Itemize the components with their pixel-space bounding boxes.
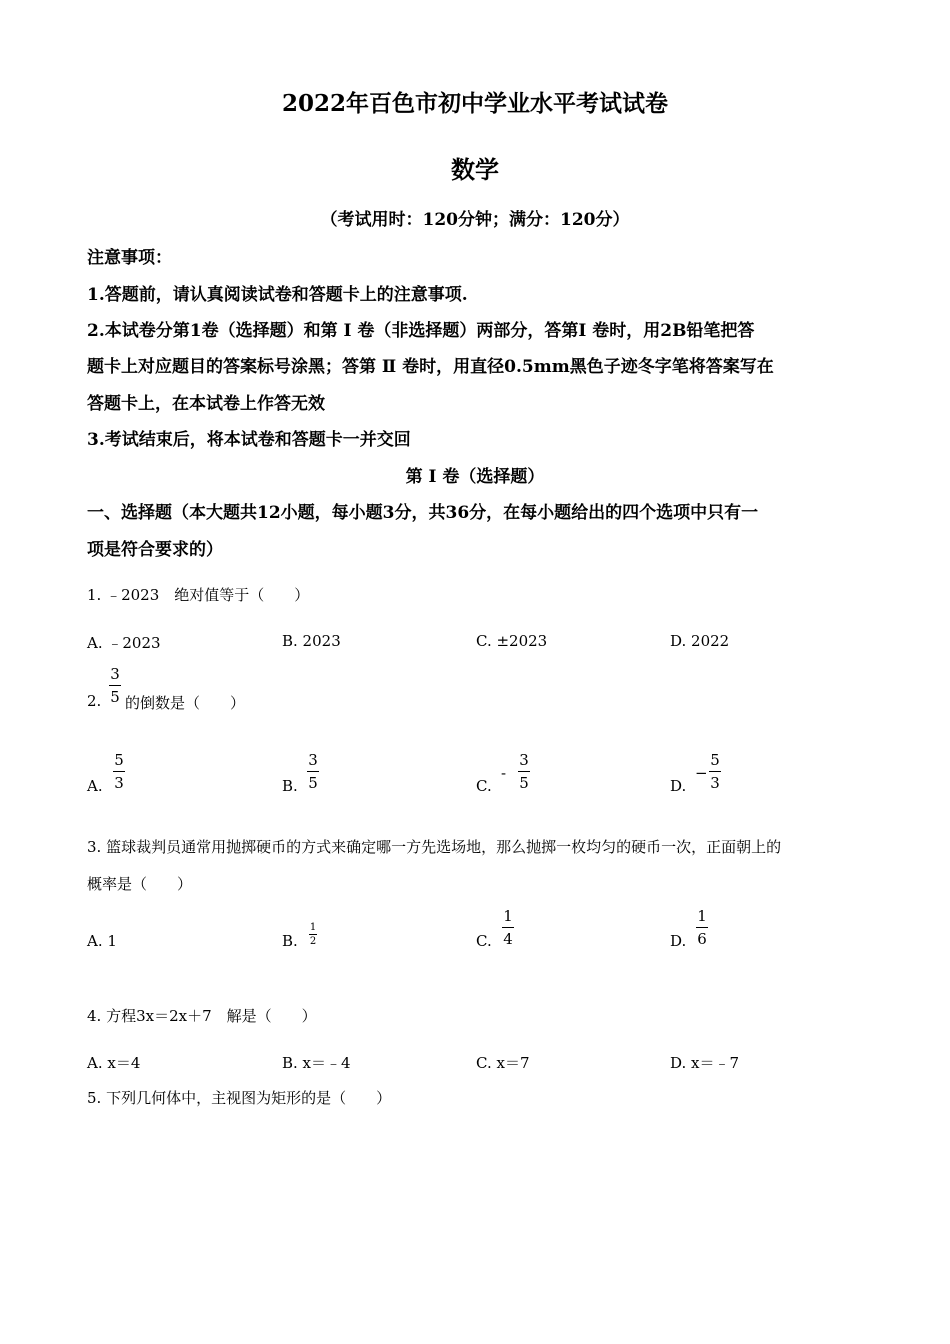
exam-info: （考试用时：120分钟；满分：120分）: [320, 210, 630, 230]
q4-option-a: A. x＝4: [87, 1054, 141, 1072]
section-heading-line-2: 项是符合要求的）: [87, 540, 223, 560]
q2-option-b-label: B.: [282, 777, 298, 795]
q2-option-d-sign: −: [695, 764, 708, 782]
q3-option-b-numerator: 1: [309, 922, 317, 933]
q2-option-c-label: C.: [476, 777, 492, 795]
note-1: 1.答题前，请认真阅读试卷和答题卡上的注意事项.: [87, 285, 468, 305]
fraction-bar: [518, 771, 530, 772]
q2-option-d-numerator: 5: [710, 751, 720, 769]
fraction-bar: [502, 927, 514, 928]
q2-option-d-fraction: [707, 750, 723, 793]
q1-option-d: D. 2022: [670, 632, 730, 650]
q5-stem: 5. 下列几何体中，主视图为矩形的是（ ）: [87, 1089, 392, 1107]
q3-option-d-numerator: 1: [697, 907, 707, 925]
note-2-line-1: 2.本试卷分第1卷（选择题）和第 I 卷（非选择题）两部分，答第I 卷时，用2B铅笔把答: [87, 321, 755, 341]
q3-option-c-denominator: 4: [503, 930, 513, 948]
q3-option-b-fraction: [307, 922, 319, 947]
section-heading-line-1: 一、选择题（本大题共12小题，每小题3分，共36分，在每小题给出的四个选项中只有一: [87, 503, 759, 523]
notes-heading: 注意事项：: [87, 248, 172, 268]
q2-stem-denominator: 5: [110, 688, 120, 706]
subject-title: 数学: [451, 155, 499, 184]
q3-option-c-label: C.: [476, 932, 492, 950]
q3-stem-line-1: 3. 篮球裁判员通常用抛掷硬币的方式来确定哪一方先选场地，那么抛掷一枚均匀的硬币一次，正面朝上的: [87, 838, 782, 856]
q3-option-b-label: B.: [282, 932, 298, 950]
note-3: 3.考试结束后，将本试卷和答题卡一并交回: [87, 430, 411, 450]
q2-option-b-fraction: [305, 750, 321, 793]
q3-option-a: A. 1: [87, 932, 117, 950]
fraction-bar: [113, 771, 125, 772]
part-title: 第 I 卷（选择题）: [405, 467, 545, 487]
q2-option-a-numerator: 5: [114, 751, 124, 769]
fraction-bar: [709, 771, 721, 772]
q2-option-a-fraction: [111, 750, 127, 793]
q2-number: 2.: [87, 692, 102, 710]
fraction-bar: [696, 927, 708, 928]
q2-option-d-label: D.: [670, 777, 687, 795]
q2-option-b-denominator: 5: [308, 774, 318, 792]
fraction-bar: [309, 934, 317, 935]
q1-option-c: C. ±2023: [476, 632, 548, 650]
q4-option-b: B. x＝﹣4: [282, 1054, 351, 1072]
q2-option-a-label: A.: [87, 777, 103, 795]
q1-option-b: B. 2023: [282, 632, 341, 650]
q1-option-a: A. ﹣2023: [87, 634, 161, 652]
q2-stem-numerator: 3: [110, 665, 120, 683]
q3-option-d-fraction: [694, 906, 710, 949]
q2-option-b-numerator: 3: [308, 751, 318, 769]
q3-stem-line-2: 概率是（ ）: [87, 875, 193, 893]
exam-title: 2022年百色市初中学业水平考试试卷: [281, 90, 668, 117]
q3-option-d-label: D.: [670, 932, 687, 950]
q2-option-a-denominator: 3: [114, 774, 124, 792]
q3-option-c-fraction: [500, 906, 516, 949]
note-2-line-2: 题卡上对应题目的答案标号涂黑；答第 Ⅱ 卷时，用直径0.5mm黑色子迹冬字笔将答案写在: [87, 357, 774, 377]
q3-option-c-numerator: 1: [503, 907, 513, 925]
q4-option-c: C. x＝7: [476, 1054, 530, 1072]
note-2-line-3: 答题卡上，在本试卷上作答无效: [87, 394, 325, 414]
q2-option-d-denominator: 3: [710, 774, 720, 792]
q3-option-d-denominator: 6: [697, 930, 707, 948]
q4-stem: 4. 方程3x＝2x＋7 解是（ ）: [87, 1007, 317, 1025]
q1-stem: 1. ﹣2023 绝对值等于（ ）: [87, 586, 310, 604]
q3-option-b-denominator: 2: [309, 936, 317, 947]
q2-option-c-denominator: 5: [519, 774, 529, 792]
fraction-bar: [109, 685, 121, 686]
q4-option-d: D. x＝﹣7: [670, 1054, 740, 1072]
q2-stem-rest: 的倒数是（ ）: [125, 694, 246, 712]
q2-option-c-fraction: [516, 750, 532, 793]
q2-option-c-numerator: 3: [519, 751, 529, 769]
fraction-bar: [307, 771, 319, 772]
q2-option-c-sign: -: [501, 764, 507, 782]
q2-stem-fraction: [107, 664, 123, 707]
